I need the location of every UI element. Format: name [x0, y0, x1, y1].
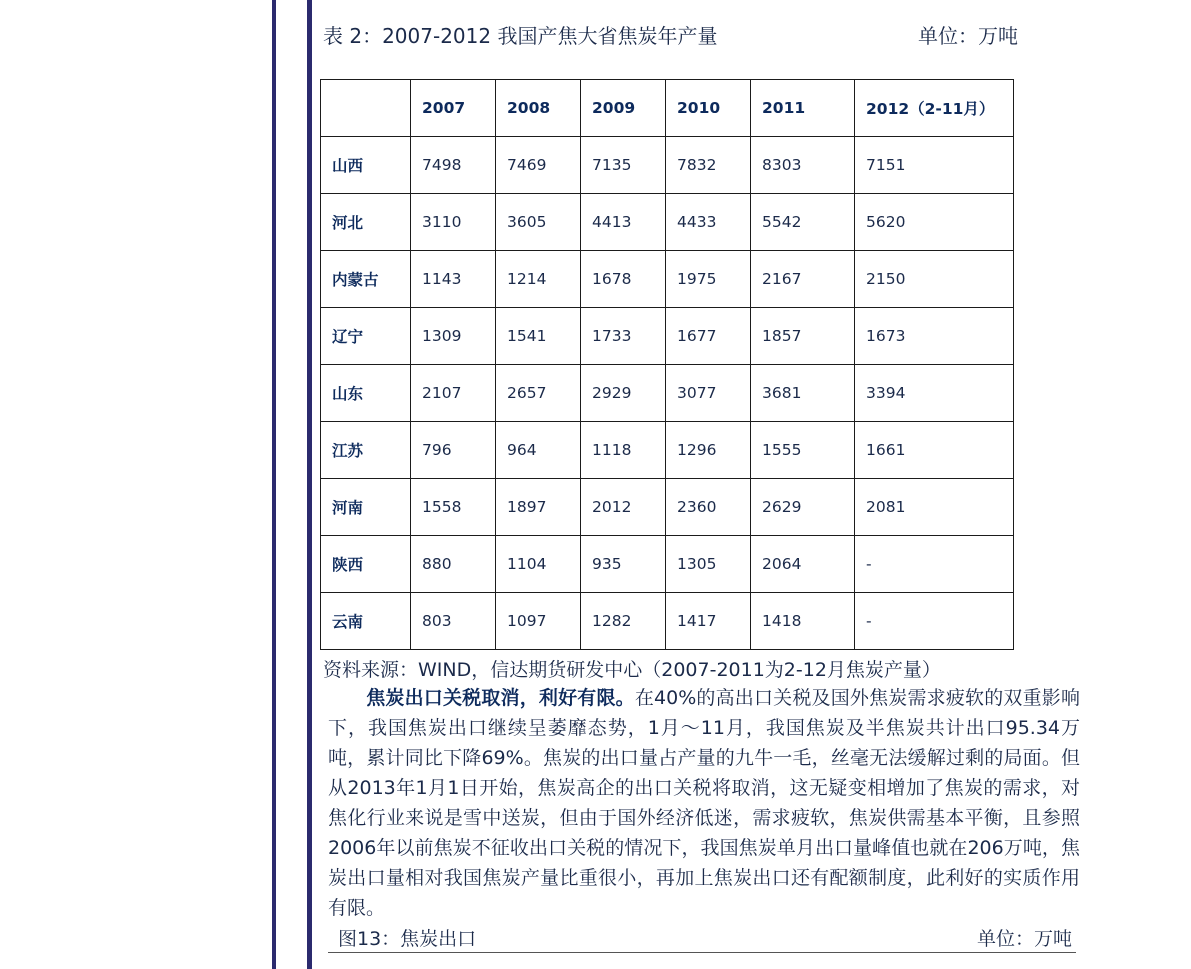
figure-unit: 单位：万吨: [976, 928, 1072, 950]
value-cell: 1558: [411, 479, 496, 536]
value-cell: 2629: [751, 479, 855, 536]
value-cell: 2929: [581, 365, 666, 422]
value-cell: 1661: [855, 422, 1014, 479]
province-cell: 内蒙古: [321, 251, 411, 308]
value-cell: 3605: [496, 194, 581, 251]
table-source: 资料来源：WIND，信达期货研发中心（2007-2011为2-12月焦炭产量）: [323, 659, 941, 681]
value-cell: 2107: [411, 365, 496, 422]
right-margin-rule: [307, 0, 312, 969]
header-cell-year: 2012（2-11月）: [855, 80, 1014, 137]
table-row: [321, 137, 1014, 194]
value-cell: 4433: [666, 194, 751, 251]
value-cell: 1118: [581, 422, 666, 479]
header-cell-year: 2009: [581, 80, 666, 137]
header-cell-year: 2008: [496, 80, 581, 137]
value-cell: 1541: [496, 308, 581, 365]
value-cell: 5620: [855, 194, 1014, 251]
header-corner-cell: [321, 80, 411, 137]
paragraph-body: 在40%的高出口关税及国外焦炭需求疲软的双重影响下，我国焦炭出口继续呈萎靡态势，1月～11月，我国焦炭及半焦炭共计出口95.34万吨，累计同比下降69%。焦炭的出口量占产量的九牛一毛，丝毫无法缓解过剩的局面。但从2013年1月1日开始，焦炭高企的出口关税将取消，这无疑变相增加了焦炭的需求，对焦化行业来说是雪中送炭，但由于国外经济低迷，需求疲软，焦炭供需基本平衡，且参照2006年以前焦炭不征收出口关税的情况下，我国焦炭单月出口量峰值也就在206万吨，焦炭出口量相对我国焦炭产量比重很小，再加上焦炭出口还有配额制度，此利好的实质作用有限。: [328, 687, 1080, 919]
paragraph-lead: 焦炭出口关税取消，利好有限。: [366, 687, 635, 709]
value-cell: 2657: [496, 365, 581, 422]
province-cell: 云南: [321, 593, 411, 650]
value-cell: 1678: [581, 251, 666, 308]
value-cell: 1897: [496, 479, 581, 536]
value-cell: 1418: [751, 593, 855, 650]
value-cell: 1214: [496, 251, 581, 308]
province-cell: 陕西: [321, 536, 411, 593]
value-cell: 2167: [751, 251, 855, 308]
table-row: [321, 365, 1014, 422]
figure-header: [328, 922, 1076, 953]
value-cell: 2064: [751, 536, 855, 593]
province-cell: 河北: [321, 194, 411, 251]
value-cell: 7469: [496, 137, 581, 194]
value-cell: 3394: [855, 365, 1014, 422]
value-cell: 1975: [666, 251, 751, 308]
value-cell: 2360: [666, 479, 751, 536]
value-cell: 7151: [855, 137, 1014, 194]
province-cell: 江苏: [321, 422, 411, 479]
table-title: 表 2：2007-2012 我国产焦大省焦炭年产量: [323, 24, 718, 48]
province-cell: 辽宁: [321, 308, 411, 365]
province-cell: 山东: [321, 365, 411, 422]
table-row: [321, 308, 1014, 365]
province-cell: 河南: [321, 479, 411, 536]
value-cell: 2081: [855, 479, 1014, 536]
value-cell: 3110: [411, 194, 496, 251]
header-cell-year: 2007: [411, 80, 496, 137]
value-cell: 1733: [581, 308, 666, 365]
value-cell: 1097: [496, 593, 581, 650]
value-cell: 1104: [496, 536, 581, 593]
left-margin-rule: [272, 0, 276, 969]
value-cell: 1282: [581, 593, 666, 650]
body-paragraph: [328, 683, 1080, 923]
table-unit: 单位：万吨: [918, 24, 1018, 48]
value-cell: 1309: [411, 308, 496, 365]
value-cell: -: [855, 536, 1014, 593]
value-cell: 2012: [581, 479, 666, 536]
value-cell: 935: [581, 536, 666, 593]
value-cell: 1305: [666, 536, 751, 593]
value-cell: 1296: [666, 422, 751, 479]
value-cell: 1673: [855, 308, 1014, 365]
value-cell: 1857: [751, 308, 855, 365]
value-cell: 7498: [411, 137, 496, 194]
table-row: [321, 251, 1014, 308]
header-cell-year: 2011: [751, 80, 855, 137]
coke-production-table: [320, 79, 1014, 650]
value-cell: 5542: [751, 194, 855, 251]
value-cell: 1417: [666, 593, 751, 650]
value-cell: 880: [411, 536, 496, 593]
header-cell-year: 2010: [666, 80, 751, 137]
value-cell: 1677: [666, 308, 751, 365]
table-row: [321, 479, 1014, 536]
table-row: [321, 536, 1014, 593]
value-cell: 2150: [855, 251, 1014, 308]
figure-caption: 图13：焦炭出口: [338, 928, 477, 950]
value-cell: 7135: [581, 137, 666, 194]
value-cell: 803: [411, 593, 496, 650]
value-cell: -: [855, 593, 1014, 650]
value-cell: 7832: [666, 137, 751, 194]
value-cell: 1143: [411, 251, 496, 308]
province-cell: 山西: [321, 137, 411, 194]
value-cell: 1555: [751, 422, 855, 479]
value-cell: 3077: [666, 365, 751, 422]
value-cell: 4413: [581, 194, 666, 251]
table-row: [321, 422, 1014, 479]
table-row: [321, 194, 1014, 251]
table-row: [321, 593, 1014, 650]
table-header-row: [321, 80, 1014, 137]
value-cell: 8303: [751, 137, 855, 194]
value-cell: 964: [496, 422, 581, 479]
value-cell: 3681: [751, 365, 855, 422]
value-cell: 796: [411, 422, 496, 479]
